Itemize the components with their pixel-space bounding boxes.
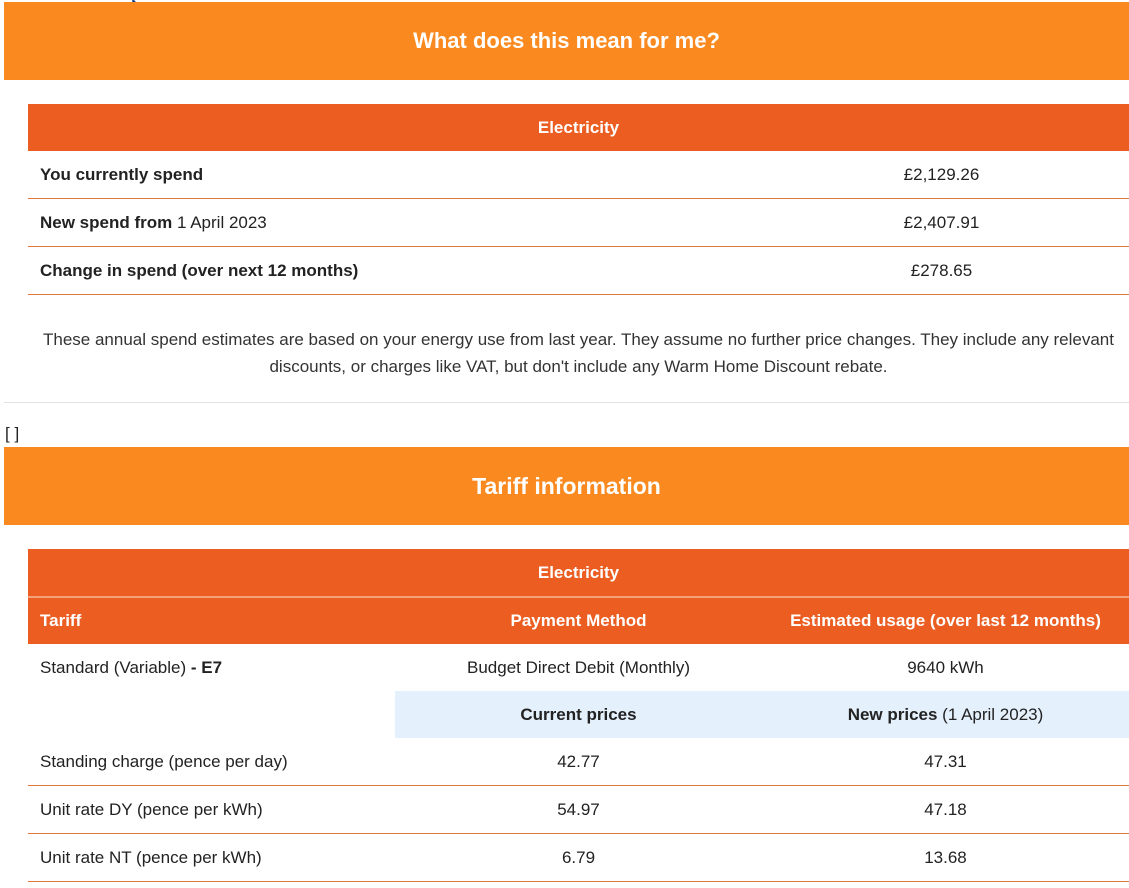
spend-estimate-note: These annual spend estimates are based on your energy use from last year. They assume no further price changes. They include any relevant discounts, or charges like VAT, but don't include any Warm Home Discount rebate. <box>43 330 1114 376</box>
table-row <box>28 786 1129 834</box>
tariff-table-header: Electricity <box>28 549 1129 597</box>
section-title-what-does-this-mean: What does this mean for me? <box>4 2 1129 80</box>
price-label: Unit rate DY (pence per kWh) <box>28 786 395 834</box>
section-title-tariff-information: Tariff information <box>4 447 1129 525</box>
estimated-usage-value: 9640 kWh <box>907 657 984 677</box>
price-header-spacer <box>28 691 395 738</box>
tariff-name: Standard (Variable) - E7 <box>40 657 223 677</box>
price-label: Standing charge (pence per day) <box>28 738 395 786</box>
spend-table-header: Electricity <box>28 104 1129 151</box>
row-value: £278.65 <box>754 247 1129 295</box>
spend-table <box>28 104 1129 295</box>
table-row <box>28 738 1129 786</box>
new-price: 47.31 <box>762 738 1129 786</box>
column-header-row <box>28 597 1129 644</box>
tariff-table <box>28 549 1129 882</box>
divider <box>4 402 1129 403</box>
row-value: £2,129.26 <box>754 151 1129 199</box>
price-label: Unit rate NT (pence per kWh) <box>28 834 395 882</box>
row-label: New spend from 1 April 2023 <box>28 199 754 247</box>
current-price: 6.79 <box>395 834 762 882</box>
new-price: 47.18 <box>762 786 1129 834</box>
tariff-row <box>28 644 1129 691</box>
table-row <box>28 151 1129 199</box>
row-label: Change in spend (over next 12 months) <box>28 247 754 295</box>
table-row <box>28 247 1129 295</box>
column-header-estimated-usage: Estimated usage (over last 12 months) <box>762 597 1129 644</box>
price-header-row <box>28 691 1129 738</box>
current-prices-header: Current prices <box>395 691 762 738</box>
payment-method-value: Budget Direct Debit (Monthly) <box>467 657 690 677</box>
placeholder-text: [ ] <box>5 424 20 443</box>
table-row <box>28 834 1129 882</box>
current-price: 54.97 <box>395 786 762 834</box>
column-header-payment-method: Payment Method <box>395 597 762 644</box>
column-header-tariff: Tariff <box>28 597 395 644</box>
new-price: 13.68 <box>762 834 1129 882</box>
table-row <box>28 199 1129 247</box>
current-price: 42.77 <box>395 738 762 786</box>
new-prices-header: New prices (1 April 2023) <box>762 691 1129 738</box>
row-label: You currently spend <box>28 151 754 199</box>
row-value: £2,407.91 <box>754 199 1129 247</box>
